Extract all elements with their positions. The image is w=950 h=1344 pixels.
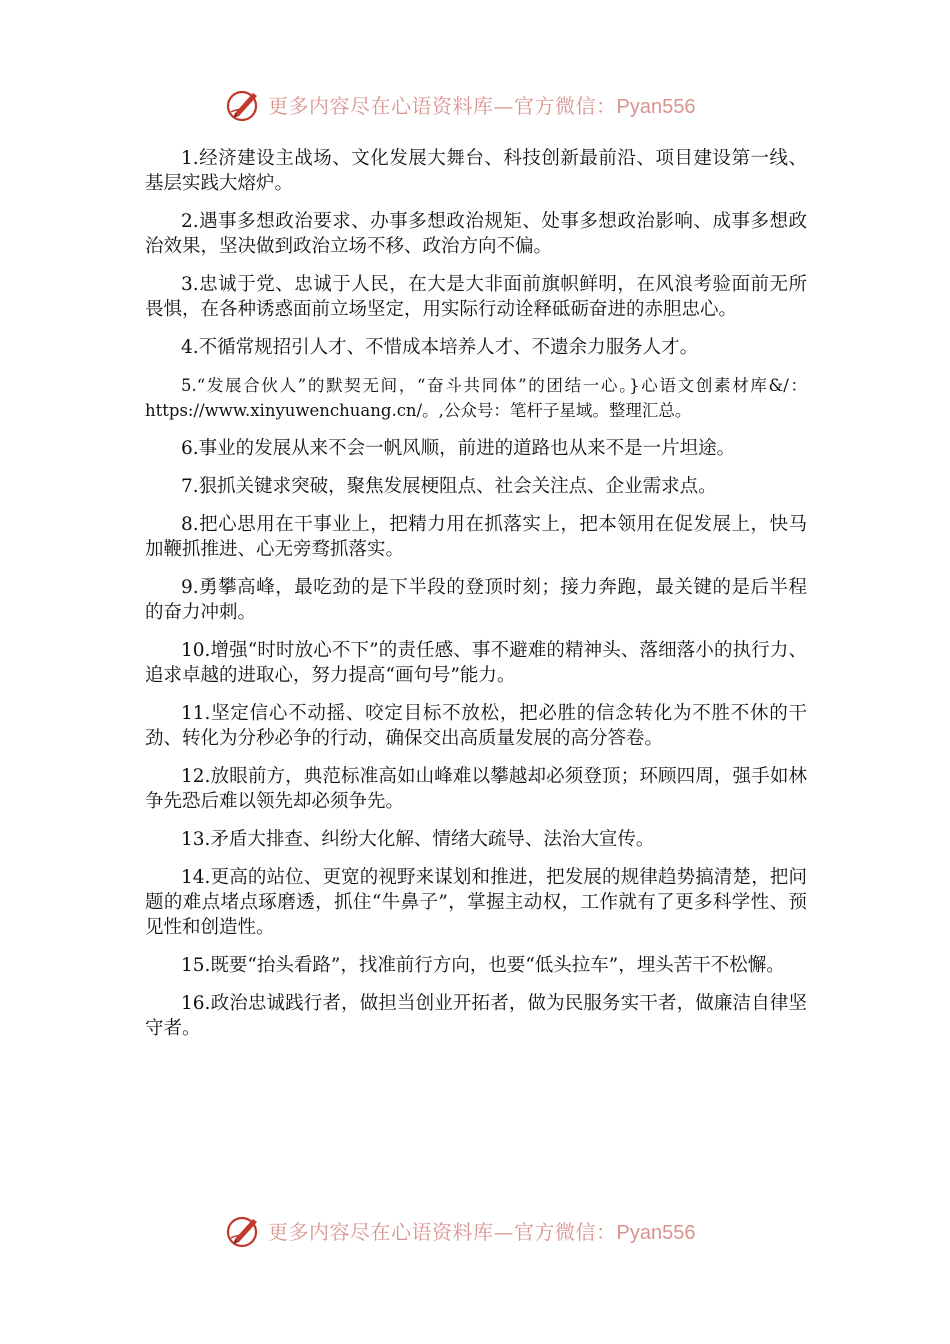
paragraph-2: 2.遇事多想政治要求、办事多想政治规矩、处事多想政治影响、成事多想政治效果，坚决做到政治立场不移、政治方向不偏。 [145,211,807,257]
paragraph-11: 11.坚定信心不动摇、咬定目标不放松，把必胜的信念转化为不胜不休的干劲、转化为分秒必争的行动，确保交出高质量发展的高分答卷。 [145,703,807,749]
paragraph-8: 8.把心思用在干事业上，把精力用在抓落实上，把本领用在促发展上，快马加鞭抓推进、心无旁骛抓落实。 [145,514,807,560]
paragraph-12: 12.放眼前方，典范标准高如山峰难以攀越却必须登顶；环顾四周，强手如林争先恐后难以领先却必须争先。 [145,766,807,812]
header-banner-label: 更多内容尽在心语资料库—官方微信： [268,94,617,118]
footer-banner [0,1210,950,1250]
paragraph-14: 14.更高的站位、更宽的视野来谋划和推进，把发展的规律趋势搞清楚，把问题的难点堵点琢磨透，抓住“牛鼻子”，掌握主动权，工作就有了更多科学性、预见性和创造性。 [145,867,807,938]
footer-banner-text [268,1216,695,1245]
paragraph-15: 15.既要“抬头看路”，找准前行方向，也要“低头拉车”，埋头苦干不松懈。 [181,955,785,976]
paragraph-7: 7.狠抓关键求突破，聚焦发展梗阻点、社会关注点、企业需求点。 [181,476,717,497]
paragraph-1: 1.经济建设主战场、文化发展大舞台、科技创新最前沿、项目建设第一线、基层实践大熔炉。 [145,148,807,194]
paragraph-10: 10.增强“时时放心不下”的责任感、事不避难的精神头、落细落小的执行力、追求卓越的进取心，努力提高“画句号”能力。 [145,640,807,686]
paragraph-6: 6.事业的发展从来不会一帆风顺，前进的道路也从来不是一片坦途。 [181,438,736,459]
paragraph-3: 3.忠诚于党、忠诚于人民，在大是大非面前旗帜鲜明，在风浪考验面前无所畏惧，在各种诱惑面前立场坚定，用实际行动诠释砥砺奋进的赤胆忠心。 [145,274,807,320]
footer-banner-label: 更多内容尽在心语资料库—官方微信： [268,1220,617,1244]
header-wechat-id: Pyan556 [616,96,696,118]
paragraph-13: 13.矛盾大排查、纠纷大化解、情绪大疏导、法治大宣传。 [181,829,655,850]
paragraph-9: 9.勇攀高峰，最吃劲的是下半段的登顶时刻；接力奔跑，最关键的是后半程的奋力冲刺。 [145,577,807,623]
pen-logo-icon [226,86,262,122]
footer-wechat-id: Pyan556 [616,1222,696,1244]
header-banner [0,84,950,124]
document-body [145,146,807,1054]
paragraph-5: 5.“发展合伙人”的默契无间，“奋斗共同体”的团结一心。}心语文创素材库&/：https://www.xinyuwenchuang.cn/。,公众号：笔杆子星域。整理汇总。 [145,376,807,420]
paragraph-4: 4.不循常规招引人才、不惜成本培养人才、不遗余力服务人才。 [181,337,699,358]
paragraph-16: 16.政治忠诚践行者，做担当创业开拓者，做为民服务实干者，做廉洁自律坚守者。 [145,993,807,1039]
header-banner-text [268,90,695,119]
pen-logo-icon [226,1212,262,1248]
